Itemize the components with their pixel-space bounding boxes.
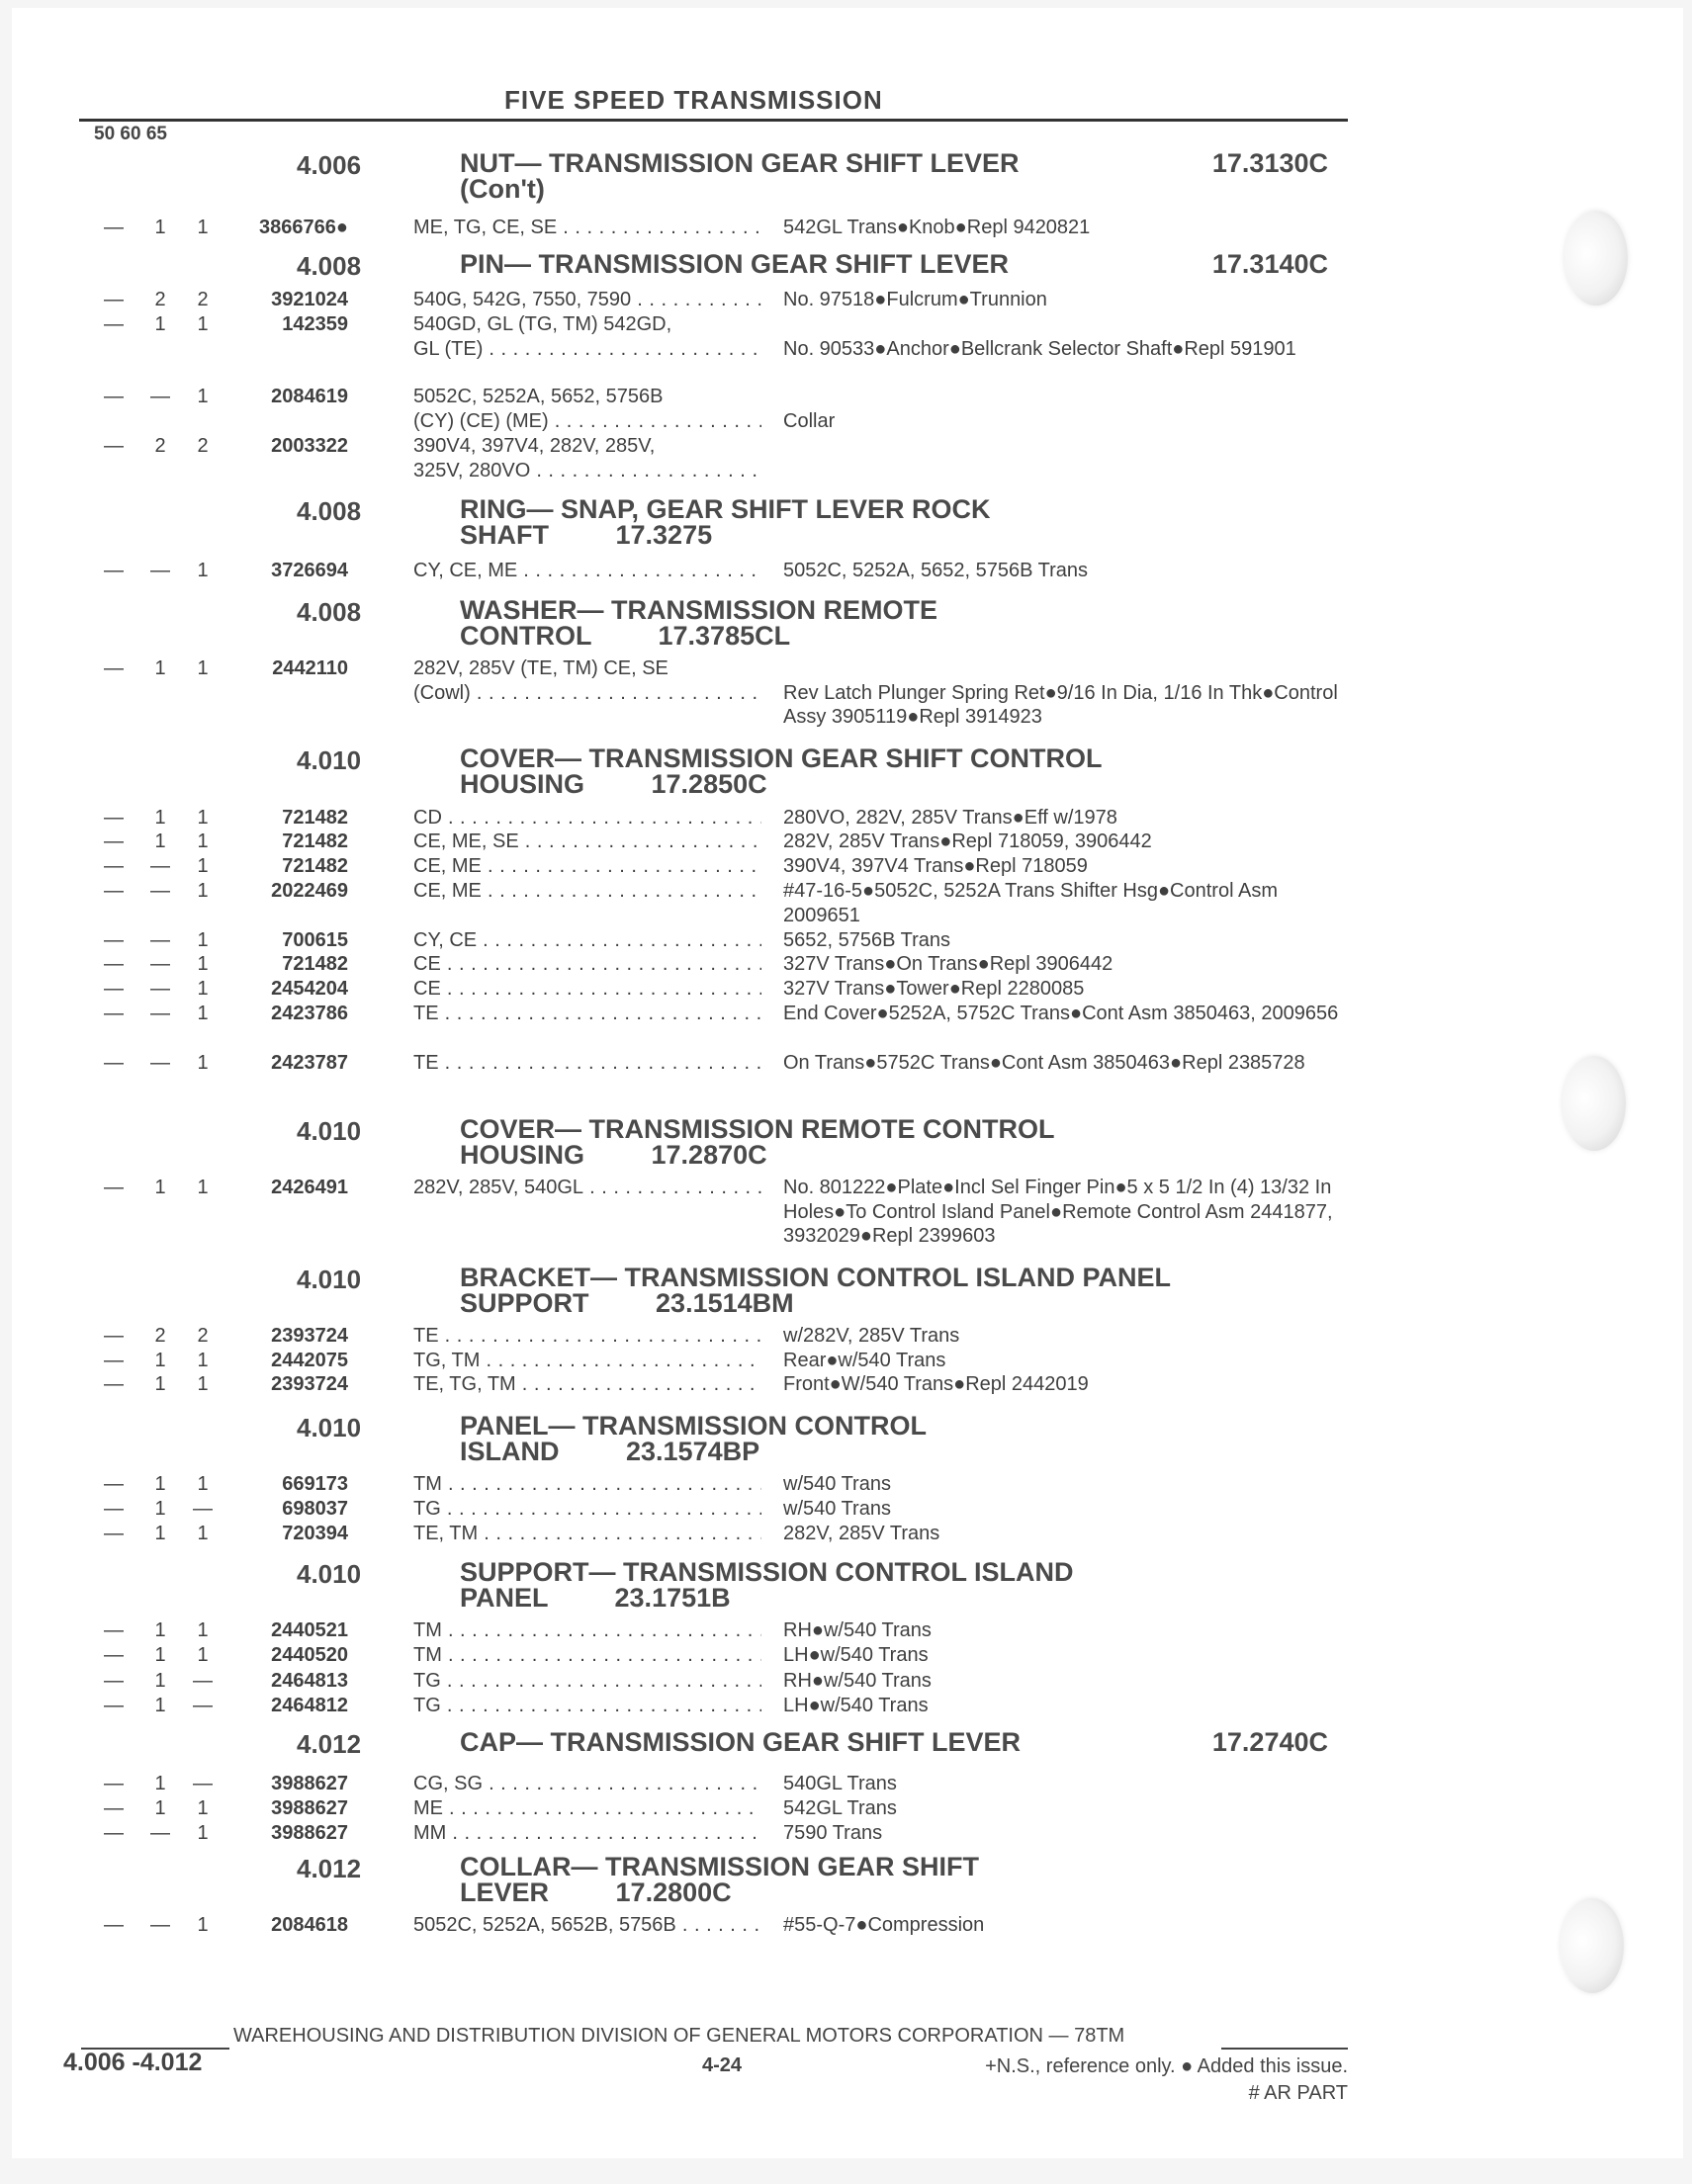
- quantity-50: —: [104, 289, 124, 310]
- section-title: RING— SNAP, GEAR SHIFT LEVER ROCK SHAFT 17.3275: [460, 494, 991, 550]
- part-row: [0, 312, 1692, 360]
- quantity-50: —: [104, 657, 124, 679]
- part-description: 5652, 5756B Trans: [783, 929, 951, 951]
- quantity-50: —: [104, 313, 124, 335]
- part-row: [0, 879, 1692, 926]
- quantity-50: —: [104, 1350, 124, 1371]
- quantity-60: 1: [154, 1619, 166, 1641]
- model-applicability: [413, 1913, 761, 1938]
- part-row: [0, 806, 1692, 830]
- section-ref-code: 17.3140C: [1211, 249, 1328, 279]
- quantity-65: 1: [197, 1619, 209, 1641]
- model-line: GL (TE) . . .: [413, 337, 761, 362]
- quantity-50: —: [104, 1325, 124, 1347]
- model-applicability: [413, 1643, 761, 1668]
- quantity-65: —: [193, 1773, 213, 1794]
- part-number: 3866766●: [259, 217, 348, 238]
- quantity-65: 2: [197, 289, 209, 310]
- quantity-50: —: [104, 560, 124, 581]
- part-description: 280VO, 282V, 285V Trans●Eff w/1978: [783, 807, 1117, 829]
- quantity-50: —: [104, 1914, 124, 1936]
- quantity-50: —: [104, 435, 124, 457]
- footer-legend-ar: # AR PART: [1248, 2082, 1348, 2104]
- part-row: [0, 1051, 1692, 1076]
- quantity-65: 1: [197, 830, 209, 852]
- part-row: [0, 1472, 1692, 1497]
- quantity-60: 2: [154, 289, 166, 310]
- quantity-60: —: [150, 1003, 170, 1024]
- quantity-65: 2: [197, 435, 209, 457]
- quantity-60: 1: [154, 1797, 166, 1819]
- part-number: 142359: [282, 313, 348, 335]
- quantity-65: 1: [197, 953, 209, 975]
- part-description: No. 90533●Anchor●Bellcrank Selector Shaft●Repl 591901: [783, 337, 1296, 360]
- quantity-50: —: [104, 855, 124, 877]
- part-row: [0, 854, 1692, 879]
- model-applicability: [413, 1796, 761, 1821]
- quantity-60: 1: [154, 657, 166, 679]
- section-code: 4.012: [297, 1854, 362, 1883]
- part-row: [0, 1002, 1692, 1026]
- part-number: 3988627: [271, 1773, 348, 1794]
- section-header: [0, 595, 1692, 664]
- model-line: TE . . .: [413, 1051, 761, 1076]
- part-description: LH●w/540 Trans: [783, 1695, 929, 1716]
- quantity-50: —: [104, 807, 124, 829]
- model-applicability: [413, 1669, 761, 1694]
- quantity-50: —: [104, 1177, 124, 1198]
- part-description: w/282V, 285V Trans: [783, 1325, 960, 1347]
- part-row: [0, 1669, 1692, 1694]
- page-title: FIVE SPEED TRANSMISSION: [504, 85, 883, 115]
- quantity-50: —: [104, 1498, 124, 1520]
- quantity-60: 1: [154, 1644, 166, 1666]
- section-code: 4.006: [297, 150, 362, 180]
- part-row: [0, 434, 1692, 481]
- part-number: 2442075: [271, 1350, 348, 1371]
- part-row: [0, 1176, 1692, 1247]
- model-applicability: [413, 1472, 761, 1497]
- part-row: [0, 1772, 1692, 1796]
- part-number: 2423787: [271, 1052, 348, 1074]
- quantity-65: 1: [197, 1003, 209, 1024]
- model-line: TG, TM . . .: [413, 1349, 761, 1373]
- part-description: 327V Trans●On Trans●Repl 3906442: [783, 953, 1113, 975]
- part-row: [0, 1643, 1692, 1668]
- section-ref-code: 17.3130C: [1211, 148, 1328, 178]
- section-title: COLLAR— TRANSMISSION GEAR SHIFT LEVER 17.2800C: [460, 1852, 979, 1907]
- model-line: CD . . .: [413, 806, 761, 830]
- part-row: [0, 559, 1692, 583]
- part-row: [0, 1821, 1692, 1846]
- part-description: w/540 Trans: [783, 1473, 891, 1495]
- part-description: No. 97518●Fulcrum●Trunnion: [783, 289, 1047, 310]
- part-number: 2464813: [271, 1670, 348, 1692]
- model-applicability: [413, 830, 761, 854]
- quantity-50: —: [104, 1473, 124, 1495]
- model-line: TG . . .: [413, 1669, 761, 1694]
- part-row: [0, 1497, 1692, 1522]
- section-code: 4.010: [297, 1265, 362, 1294]
- part-number: 2426491: [271, 1177, 348, 1198]
- quantity-60: 1: [154, 1498, 166, 1520]
- part-description: 327V Trans●Tower●Repl 2280085: [783, 978, 1085, 1000]
- quantity-60: 1: [154, 1773, 166, 1794]
- part-number: 2003322: [271, 435, 348, 457]
- quantity-65: 1: [197, 386, 209, 407]
- section-header: [0, 148, 1692, 218]
- quantity-50: —: [104, 1619, 124, 1641]
- model-line: TE . . .: [413, 1002, 761, 1026]
- model-line: MM . . .: [413, 1821, 761, 1846]
- section-title: COVER— TRANSMISSION REMOTE CONTROL HOUSING 17.2870C: [460, 1114, 1055, 1170]
- footer-division-line: WAREHOUSING AND DISTRIBUTION DIVISION OF GENERAL MOTORS CORPORATION — 78TM: [233, 2025, 1125, 2047]
- quantity-50: —: [104, 1670, 124, 1692]
- section-code: 4.010: [297, 1413, 362, 1442]
- quantity-60: —: [150, 1052, 170, 1074]
- quantity-50: —: [104, 1695, 124, 1716]
- section-title: NUT— TRANSMISSION GEAR SHIFT LEVER (Con't): [460, 148, 1020, 204]
- quantity-60: 1: [154, 807, 166, 829]
- quantity-60: —: [150, 978, 170, 1000]
- part-row: [0, 1522, 1692, 1546]
- model-line: CE, ME . . .: [413, 879, 761, 904]
- quantity-65: 1: [197, 657, 209, 679]
- quantity-65: 1: [197, 1373, 209, 1395]
- part-description: On Trans●5752C Trans●Cont Asm 3850463●Repl 2385728: [783, 1052, 1305, 1074]
- section-code: 4.008: [297, 496, 362, 526]
- model-applicability: [413, 806, 761, 830]
- model-line: CE . . .: [413, 952, 761, 977]
- part-row: [0, 385, 1692, 432]
- part-number: 2022469: [271, 880, 348, 902]
- quantity-60: —: [150, 560, 170, 581]
- model-applicability: [413, 656, 761, 705]
- model-applicability: [413, 1497, 761, 1522]
- part-description: RH●w/540 Trans: [783, 1619, 932, 1641]
- model-applicability: [413, 952, 761, 977]
- part-row: [0, 977, 1692, 1002]
- quantity-60: 1: [154, 313, 166, 335]
- part-description: #47-16-5●5052C, 5252A Trans Shifter Hsg●Control Asm 2009651: [783, 880, 1284, 926]
- quantity-50: —: [104, 978, 124, 1000]
- footer-rule: [1221, 2048, 1348, 2050]
- section-header: [0, 494, 1692, 564]
- model-line: ME . . .: [413, 1796, 761, 1821]
- quantity-50: —: [104, 217, 124, 238]
- model-applicability: [413, 1324, 761, 1349]
- part-description: 542GL Trans: [783, 1797, 897, 1819]
- part-row: [0, 1913, 1692, 1938]
- quantity-60: —: [150, 929, 170, 951]
- quantity-60: 1: [154, 1473, 166, 1495]
- section-title: PIN— TRANSMISSION GEAR SHIFT LEVER: [460, 249, 1010, 279]
- quantity-60: —: [150, 1822, 170, 1844]
- quantity-60: 1: [154, 1695, 166, 1716]
- model-line: CE . . .: [413, 977, 761, 1002]
- quantity-50: —: [104, 880, 124, 902]
- model-applicability: [413, 854, 761, 879]
- part-row: [0, 1694, 1692, 1718]
- section-code: 4.010: [297, 1116, 362, 1146]
- model-applicability: [413, 216, 761, 240]
- section-title: CAP— TRANSMISSION GEAR SHIFT LEVER: [460, 1727, 1022, 1757]
- model-applicability: [413, 385, 761, 433]
- model-line: 282V, 285V, 540GL . . .: [413, 1176, 761, 1200]
- quantity-65: 1: [197, 807, 209, 829]
- quantity-50: —: [104, 1373, 124, 1395]
- part-number: 2442110: [272, 657, 348, 679]
- model-line: CE, ME, SE . . .: [413, 830, 761, 854]
- model-applicability: [413, 1176, 761, 1200]
- part-row: [0, 288, 1692, 312]
- quantity-65: —: [193, 1670, 213, 1692]
- quantity-50: —: [104, 1797, 124, 1819]
- quantity-50: —: [104, 929, 124, 951]
- quantity-65: 1: [197, 1177, 209, 1198]
- model-line: (Cowl) . . .: [413, 681, 761, 706]
- quantity-65: 1: [197, 560, 209, 581]
- quantity-60: 2: [154, 435, 166, 457]
- model-applicability: [413, 1372, 761, 1397]
- model-applicability: [413, 434, 761, 482]
- quantity-60: 2: [154, 1325, 166, 1347]
- quantity-50: —: [104, 953, 124, 975]
- part-number: 2440520: [271, 1644, 348, 1666]
- quantity-50: —: [104, 386, 124, 407]
- model-applicability: [413, 928, 761, 953]
- part-row: [0, 1372, 1692, 1397]
- quantity-50: —: [104, 1052, 124, 1074]
- model-applicability: [413, 879, 761, 904]
- part-description: #55-Q-7●Compression: [783, 1914, 985, 1936]
- quantity-65: 1: [197, 1822, 209, 1844]
- part-row: [0, 1618, 1692, 1643]
- part-number: 721482: [282, 953, 348, 975]
- quantity-65: 1: [197, 1914, 209, 1936]
- quantity-50: —: [104, 1644, 124, 1666]
- quantity-65: 1: [197, 929, 209, 951]
- part-number: 2454204: [271, 978, 348, 1000]
- part-description: 282V, 285V Trans: [783, 1523, 940, 1544]
- model-applicability: [413, 1618, 761, 1643]
- part-number: 721482: [282, 855, 348, 877]
- part-number: 669173: [282, 1473, 348, 1495]
- model-line: 282V, 285V (TE, TM) CE, SE: [413, 657, 668, 679]
- quantity-60: 1: [154, 1373, 166, 1395]
- part-description: No. 801222●Plate●Incl Sel Finger Pin●5 x 5 1/2 In (4) 13/32 In Holes●To Control Island Panel●Remote Control Asm 2441877, 3932029●Repl 2399603: [783, 1177, 1339, 1247]
- section-ref-code: 17.2740C: [1211, 1727, 1328, 1757]
- section-header: [0, 1263, 1692, 1332]
- quantity-65: —: [193, 1498, 213, 1520]
- section-title: PANEL— TRANSMISSION CONTROL ISLAND 23.1574BP: [460, 1411, 927, 1466]
- model-applicability: [413, 1349, 761, 1373]
- model-applicability: [413, 288, 761, 312]
- model-line: 5052C, 5252A, 5652, 5756B: [413, 386, 664, 407]
- part-number: 2440521: [271, 1619, 348, 1641]
- part-number: 2084618: [271, 1914, 348, 1936]
- model-line: 325V, 280VO . . .: [413, 459, 761, 483]
- part-description: 5052C, 5252A, 5652, 5756B Trans: [783, 560, 1089, 581]
- quantity-65: 1: [197, 313, 209, 335]
- quantity-65: 1: [197, 880, 209, 902]
- model-line: 390V4, 397V4, 282V, 285V,: [413, 435, 656, 457]
- model-applicability: [413, 559, 761, 583]
- quantity-65: 1: [197, 1473, 209, 1495]
- quantity-50: —: [104, 1773, 124, 1794]
- quantity-60: —: [150, 855, 170, 877]
- section-title: WASHER— TRANSMISSION REMOTE CONTROL 17.3785CL: [460, 595, 938, 651]
- model-line: TE . . .: [413, 1324, 761, 1349]
- model-line: TG . . .: [413, 1694, 761, 1718]
- part-row: [0, 216, 1692, 240]
- section-header: [0, 1852, 1692, 1921]
- footer-page-number: 4-24: [702, 2054, 743, 2076]
- footer-section-range: 4.006 -4.012: [63, 2049, 203, 2076]
- model-applicability: [413, 1051, 761, 1076]
- quantity-65: 1: [197, 978, 209, 1000]
- part-number: 2464812: [271, 1695, 348, 1716]
- part-description: Front●W/540 Trans●Repl 2442019: [783, 1373, 1089, 1395]
- part-number: 3921024: [271, 289, 348, 310]
- section-header: [0, 1411, 1692, 1480]
- model-line: ME, TG, CE, SE . . .: [413, 216, 761, 240]
- quantity-60: 1: [154, 217, 166, 238]
- part-description: w/540 Trans: [783, 1498, 891, 1520]
- part-description: 542GL Trans●Knob●Repl 9420821: [783, 217, 1091, 238]
- model-line: CY, CE . . .: [413, 928, 761, 953]
- model-line: 540G, 542G, 7550, 7590 . . .: [413, 288, 761, 312]
- quantity-65: 1: [197, 1523, 209, 1544]
- section-header: [0, 1557, 1692, 1626]
- part-number: 2393724: [271, 1325, 348, 1347]
- section-title: COVER— TRANSMISSION GEAR SHIFT CONTROL HOUSING 17.2850C: [460, 743, 1103, 799]
- model-line: CE, ME . . .: [413, 854, 761, 879]
- quantity-60: 1: [154, 1350, 166, 1371]
- quantity-60: 1: [154, 1670, 166, 1692]
- section-title: BRACKET— TRANSMISSION CONTROL ISLAND PANEL SUPPORT 23.1514BM: [460, 1263, 1172, 1318]
- part-description: 540GL Trans: [783, 1773, 897, 1794]
- model-applicability: [413, 1772, 761, 1796]
- quantity-65: 1: [197, 1350, 209, 1371]
- part-number: 698037: [282, 1498, 348, 1520]
- part-number: 3988627: [271, 1797, 348, 1819]
- quantity-65: 2: [197, 1325, 209, 1347]
- part-description: LH●w/540 Trans: [783, 1644, 929, 1666]
- model-line: CG, SG . . .: [413, 1772, 761, 1796]
- quantity-60: 1: [154, 830, 166, 852]
- part-number: 720394: [282, 1523, 348, 1544]
- model-applicability: [413, 1694, 761, 1718]
- quantity-60: —: [150, 1914, 170, 1936]
- quantity-65: 1: [197, 1797, 209, 1819]
- part-description: Rev Latch Plunger Spring Ret●9/16 In Dia, 1/16 In Thk●Control Assy 3905119●Repl 3914923: [783, 681, 1338, 728]
- model-line: TM . . .: [413, 1472, 761, 1497]
- part-number: 2423786: [271, 1003, 348, 1024]
- model-line: TG . . .: [413, 1497, 761, 1522]
- part-row: [0, 1349, 1692, 1373]
- quantity-50: —: [104, 1003, 124, 1024]
- quantity-60: —: [150, 386, 170, 407]
- part-number: 721482: [282, 807, 348, 829]
- quantity-65: 1: [197, 855, 209, 877]
- model-line: TE, TM . . .: [413, 1522, 761, 1546]
- part-row: [0, 952, 1692, 977]
- part-description: Collar: [783, 409, 836, 432]
- part-row: [0, 928, 1692, 953]
- model-applicability: [413, 1522, 761, 1546]
- quantity-65: 1: [197, 217, 209, 238]
- quantity-50: —: [104, 830, 124, 852]
- quantity-60: —: [150, 880, 170, 902]
- model-line: TM . . .: [413, 1618, 761, 1643]
- section-code: 4.008: [297, 251, 362, 281]
- part-number: 2393724: [271, 1373, 348, 1395]
- part-description: 390V4, 397V4 Trans●Repl 718059: [783, 855, 1088, 877]
- quantity-50: —: [104, 1523, 124, 1544]
- part-description: 7590 Trans: [783, 1822, 883, 1844]
- section-code: 4.010: [297, 745, 362, 775]
- part-number: 3988627: [271, 1822, 348, 1844]
- quantity-60: 1: [154, 1523, 166, 1544]
- quantity-65: 1: [197, 1052, 209, 1074]
- part-description: End Cover●5252A, 5752C Trans●Cont Asm 3850463, 2009656: [783, 1003, 1339, 1024]
- quantity-60: 1: [154, 1177, 166, 1198]
- part-number: 2084619: [271, 386, 348, 407]
- model-line: 540GD, GL (TG, TM) 542GD,: [413, 313, 672, 335]
- model-applicability: [413, 977, 761, 1002]
- part-description: Rear●w/540 Trans: [783, 1350, 946, 1371]
- model-line: (CY) (CE) (ME) . . .: [413, 409, 761, 434]
- part-description: RH●w/540 Trans: [783, 1670, 932, 1692]
- part-row: [0, 830, 1692, 854]
- section-header: [0, 743, 1692, 813]
- model-line: 5052C, 5252A, 5652B, 5756B . . .: [413, 1913, 761, 1938]
- quantity-60: —: [150, 953, 170, 975]
- section-code: 4.010: [297, 1559, 362, 1589]
- quantity-50: —: [104, 1822, 124, 1844]
- part-description: 282V, 285V Trans●Repl 718059, 3906442: [783, 830, 1152, 852]
- model-line: TE, TG, TM . . .: [413, 1372, 761, 1397]
- model-applicability: [413, 312, 761, 361]
- part-number: 3726694: [271, 560, 348, 581]
- year-columns-header: 50 60 65: [94, 124, 167, 144]
- section-code: 4.008: [297, 597, 362, 627]
- footer-legend: +N.S., reference only. ● Added this issue.: [985, 2055, 1348, 2077]
- section-title: SUPPORT— TRANSMISSION CONTROL ISLAND PANEL 23.1751B: [460, 1557, 1074, 1613]
- model-applicability: [413, 1821, 761, 1846]
- model-applicability: [413, 1002, 761, 1026]
- part-number: 700615: [282, 929, 348, 951]
- quantity-65: —: [193, 1695, 213, 1716]
- part-row: [0, 656, 1692, 728]
- model-line: TM . . .: [413, 1643, 761, 1668]
- section-code: 4.012: [297, 1729, 362, 1759]
- part-number: 721482: [282, 830, 348, 852]
- model-line: CY, CE, ME . . .: [413, 559, 761, 583]
- section-header: [0, 1114, 1692, 1183]
- part-row: [0, 1324, 1692, 1349]
- part-row: [0, 1796, 1692, 1821]
- quantity-65: 1: [197, 1644, 209, 1666]
